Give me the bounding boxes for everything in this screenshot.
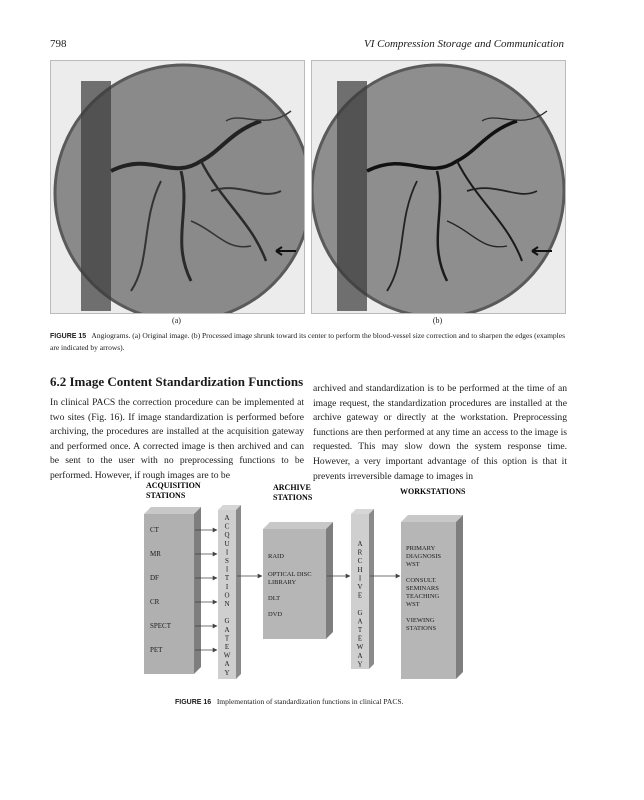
heading-archive: ARCHIVE [273, 483, 311, 492]
left-column-text [50, 396, 304, 484]
acq-item-spect: SPECT [150, 622, 172, 630]
angiogram-original-image [50, 60, 305, 314]
acq-gateway-letter: I [225, 582, 229, 591]
right-column-text [313, 382, 567, 484]
acq-gateway-letter: S [225, 557, 229, 565]
archive-item: DLT [268, 595, 281, 602]
archive-gateway-letter: W [356, 643, 364, 652]
heading-workstations: WORKSTATIONS [400, 487, 466, 496]
acq-gateway-letter: I [225, 548, 229, 557]
figure-15-label-a: (a) [172, 316, 181, 325]
archive-gateway-letter: C [357, 557, 363, 566]
workstation-item: WST [406, 561, 420, 568]
heading-archive-stations: STATIONS [273, 493, 313, 502]
archive-gateway-letter: E [357, 591, 363, 600]
archive-gateway-letter: H [357, 565, 363, 574]
acq-item-mr: MR [150, 550, 161, 558]
workstation-item: SEMINARS [406, 585, 439, 592]
acq-gateway-letter: W [223, 651, 231, 660]
archive-gateway-letter: I [358, 574, 362, 583]
page-number: 798 [50, 38, 67, 50]
archive-gateway-letter: T [357, 626, 363, 634]
archive-gateway-letter: E [357, 634, 363, 643]
acq-gateway-letter: A [224, 660, 230, 669]
heading-acquisition-stations: STATIONS [146, 491, 186, 500]
workstation-item: DIAGNOSIS [406, 553, 442, 560]
figure-16-caption-text: Implementation of standardization functions in clinical PACS. [216, 697, 404, 706]
archive-gateway-letter: A [357, 651, 363, 660]
figure-16-diagram [100, 476, 540, 692]
acq-item-cr: CR [150, 598, 160, 606]
left-column-paragraph: In clinical PACS the correction procedure can be implemented at two sites (Fig. 16). If image standardization is performed before archiving, the procedures are installed at the acquisition gateway and performed once. A corrected image is then archived and can be sent to the user with no preprocessing functions to be performed. However, if rough images are to be [50, 397, 304, 481]
workstation-item: VIEWING [406, 617, 435, 624]
acq-gateway-letter: O [224, 591, 230, 600]
acq-gateway-letter: A [224, 514, 230, 522]
workstation-item: TEACHING [406, 593, 440, 600]
workstation-item: WST [406, 601, 420, 608]
acq-gateway-letter: Q [224, 531, 230, 540]
acq-gateway-letter: I [225, 565, 229, 574]
acq-item-df: DF [150, 574, 159, 582]
running-title: VI Compression Storage and Communication [363, 38, 564, 50]
workstation-item: STATIONS [406, 625, 437, 632]
archive-item: OPTICAL DISC [268, 571, 312, 578]
acq-gateway-letter: U [224, 539, 230, 548]
angiogram-processed-image [311, 60, 566, 314]
acq-gateway-letter: Y [224, 668, 230, 677]
archive-gateway-letter: A [357, 540, 363, 548]
figure-15-caption [50, 330, 566, 353]
figure-15-caption-label: FIGURE 15 [50, 333, 87, 340]
figure-15-label-b: (b) [432, 316, 443, 325]
section-title: 6.2 Image Content Standardization Functions [50, 374, 304, 389]
acq-gateway-letter: E [224, 643, 230, 651]
acq-gateway-letter: T [224, 634, 230, 643]
right-column-paragraph: archived and standardization is to be performed at the time of an image request, the standardization procedures are installed at the archive gateway or directly at the workstation. Preprocessing functions are then performed at any time an access to the image is requested. This may slow down the system response time. However, a very important advantage of this option is that it prevents irreversible damage to images in [313, 383, 567, 482]
archive-gateway-letter: A [357, 617, 363, 626]
acq-item-pet: PET [150, 646, 163, 654]
archive-item: DVD [268, 611, 283, 618]
figure-15-caption-text: Angiograms. (a) Original image. (b) Processed image shrunk toward its center to perform the blood-vessel size correction and to sharpen the edges (examples are indicated by arrows). [50, 331, 566, 352]
archive-item: RAID [268, 553, 284, 560]
figure-16-caption-label: FIGURE 16 [175, 699, 212, 706]
workstation-item: PRIMARY [406, 545, 436, 552]
acq-gateway-letter: C [224, 522, 230, 531]
archive-item: LIBRARY [268, 579, 297, 586]
acq-gateway-letter: T [224, 574, 230, 583]
workstation-item: CONSULT. [406, 577, 437, 584]
heading-acquisition: ACQUISITION [146, 481, 201, 490]
archive-gateway-letter: V [357, 583, 363, 591]
archive-gateway-letter: R [357, 548, 363, 557]
acq-gateway-letter: A [224, 625, 230, 634]
figure-16-caption [175, 697, 575, 706]
acq-item-ct: CT [150, 526, 159, 534]
acq-gateway-letter: G [224, 617, 230, 626]
acq-gateway-letter: N [224, 600, 230, 608]
archive-gateway-letter: Y [357, 660, 363, 669]
archive-gateway-letter: G [357, 608, 363, 617]
